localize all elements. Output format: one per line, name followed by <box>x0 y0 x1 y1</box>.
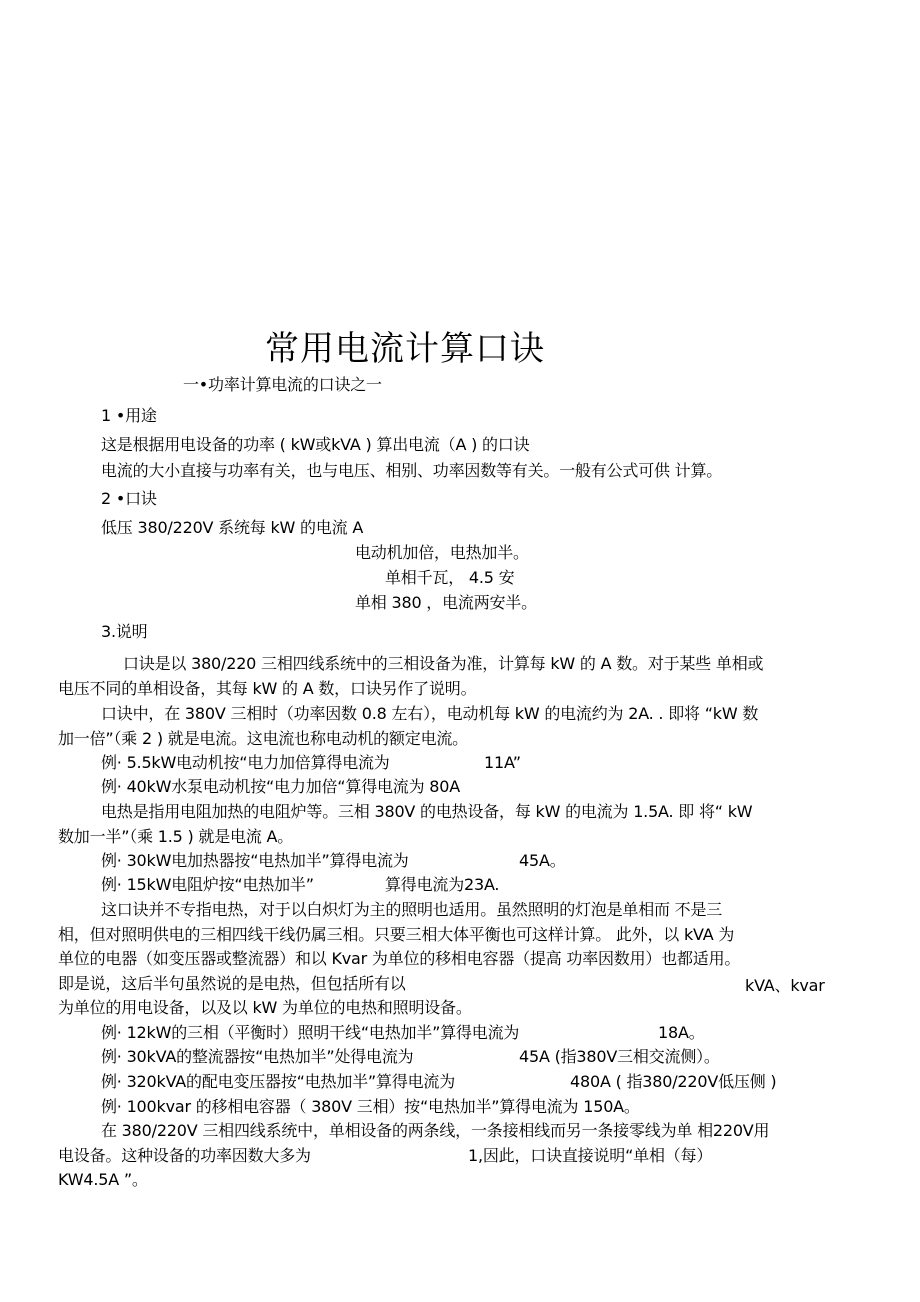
subheading-formula: 2 •口诀 <box>101 489 157 508</box>
paragraph-line: 电压不同的单相设备，其每 kW 的 A 数，口诀另作了说明。 <box>58 679 477 698</box>
example-value: 480A ( 指380/220V低压侧 ) <box>570 1072 777 1091</box>
example-value: 算得电流为23A. <box>385 875 500 894</box>
example-value: 11A” <box>484 753 521 772</box>
example-value: 45A (指380V三相交流侧）。 <box>519 1047 720 1066</box>
paragraph-line: 加一倍”（乘 2 ) 就是电流。这电流也称电动机的额定电流。 <box>58 729 468 748</box>
paragraph-line: 低压 380/220V 系统每 kW 的电流 A <box>101 518 364 537</box>
paragraph-line: 单位的电器（如变压器或整流器）和以 Kvar 为单位的移相电容器（提高 功率因数用）也都适用。 <box>58 949 741 968</box>
subheading-usage: 1 •用途 <box>101 406 157 425</box>
paragraph-line: 在 380/220V 三相四线系统中，单相设备的两条线，一条接相线而另一条接零线为单 相220V用 <box>101 1121 770 1140</box>
example-line: 例· 320kVA的配电变压器按“电热加半”算得电流为 <box>101 1072 456 1091</box>
paragraph-line: 这是根据用电设备的功率 ( kW或kVA ) 算出电流（A ) 的口诀 <box>101 435 530 454</box>
section-heading: 一•功率计算电流的口诀之一 <box>183 375 382 394</box>
example-line: 例· 100kvar 的移相电容器（ 380V 三相）按“电热加半”算得电流为 150A。 <box>101 1097 640 1116</box>
paragraph-fragment: kVA、kvar <box>745 976 825 995</box>
paragraph-line: 为单位的用电设备，以及以 kW 为单位的电热和照明设备。 <box>58 998 472 1017</box>
example-line: 例· 40kW水泵电动机按“电力加倍“算得电流为 80A <box>101 777 460 796</box>
example-line: 例· 12kW的三相（平衡时）照明干线“电热加半”算得电流为 <box>101 1023 520 1042</box>
paragraph-line: 电流的大小直接与功率有关，也与电压、相别、功率因数等有关。一般有公式可供 计算。 <box>101 461 723 480</box>
example-value: 18A。 <box>658 1023 705 1042</box>
paragraph-line: 口诀是以 380/220 三相四线系统中的三相设备为准，计算每 kW 的 A 数。对于某些 单相或 <box>123 654 764 673</box>
paragraph-line: 数加一半”（乘 1.5 ) 就是电流 A。 <box>58 827 294 846</box>
example-line: 例· 30kW电加热器按“电热加半”算得电流为 <box>101 851 409 870</box>
paragraph-line: 电设备。这种设备的功率因数大多为 <box>58 1146 311 1165</box>
paragraph-line: 口诀中，在 380V 三相时（功率因数 0.8 左右），电动机每 kW 的电流约为 2A. . 即将 “kW 数 <box>101 704 759 723</box>
example-line: 例· 30kVA的整流器按“电热加半”处得电流为 <box>101 1047 414 1066</box>
subheading-explain: 3.说明 <box>101 622 148 641</box>
page-title: 常用电流计算口诀 <box>265 329 545 369</box>
verse-line: 单相千瓦， 4.5 安 <box>385 568 515 587</box>
paragraph-line: 电热是指用电阻加热的电阻炉等。三相 380V 的电热设备，每 kW 的电流为 1.5A. 即 将“ kW <box>101 802 753 821</box>
paragraph-fragment: 1,因此，口诀直接说明“单相（每） <box>468 1146 713 1165</box>
paragraph-line: KW4.5A ”。 <box>58 1170 148 1189</box>
verse-line: 电动机加倍，电热加半。 <box>355 543 529 562</box>
example-line: 例· 15kW电阻炉按“电热加半” <box>101 875 314 894</box>
paragraph-line: 即是说，这后半句虽然说的是电热，但包括所有以 <box>58 974 406 993</box>
example-line: 例· 5.5kW电动机按“电力加倍算得电流为 <box>101 753 390 772</box>
example-value: 45A。 <box>519 851 566 870</box>
verse-line: 单相 380 ，电流两安半。 <box>355 593 537 612</box>
paragraph-line: 这口诀并不专指电热，对于以白炽灯为主的照明也适用。虽然照明的灯泡是单相而 不是三 <box>101 900 723 919</box>
paragraph-line: 相，但对照明供电的三相四线干线仍属三相。只要三相大体平衡也可这样计算。 此外，以 kVA 为 <box>58 925 735 944</box>
